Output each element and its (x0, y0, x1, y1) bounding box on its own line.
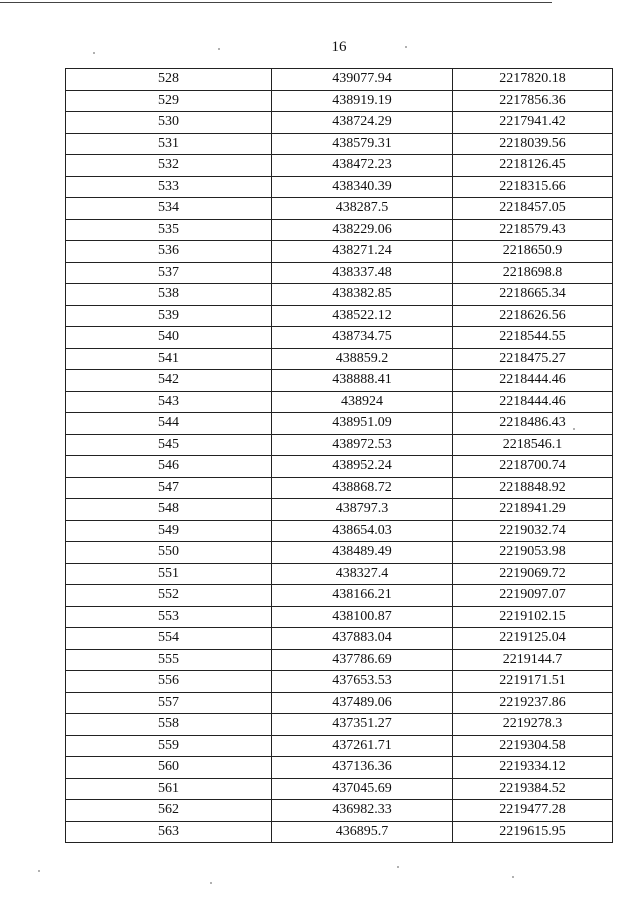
y-coordinate-cell: 2219053.98 (453, 542, 613, 564)
x-coordinate-cell: 438924 (272, 391, 453, 413)
table-row (66, 90, 613, 112)
table-row (66, 262, 613, 284)
x-coordinate-cell: 438472.23 (272, 155, 453, 177)
point-id-cell: 540 (66, 327, 272, 349)
table-row (66, 241, 613, 263)
x-coordinate-cell: 438229.06 (272, 219, 453, 241)
scan-speck (218, 48, 220, 50)
y-coordinate-cell: 2218546.1 (453, 434, 613, 456)
y-coordinate-cell: 2218457.05 (453, 198, 613, 220)
table-row (66, 198, 613, 220)
point-id-cell: 548 (66, 499, 272, 521)
x-coordinate-cell: 436982.33 (272, 800, 453, 822)
scan-speck (93, 52, 95, 54)
table-row (66, 176, 613, 198)
x-coordinate-cell: 437883.04 (272, 628, 453, 650)
y-coordinate-cell: 2217856.36 (453, 90, 613, 112)
point-id-cell: 552 (66, 585, 272, 607)
y-coordinate-cell: 2219069.72 (453, 563, 613, 585)
table-row (66, 542, 613, 564)
point-id-cell: 539 (66, 305, 272, 327)
point-id-cell: 553 (66, 606, 272, 628)
y-coordinate-cell: 2219278.3 (453, 714, 613, 736)
x-coordinate-cell: 436895.7 (272, 821, 453, 843)
y-coordinate-cell: 2218444.46 (453, 391, 613, 413)
x-coordinate-cell: 438337.48 (272, 262, 453, 284)
point-id-cell: 543 (66, 391, 272, 413)
table-row (66, 133, 613, 155)
point-id-cell: 555 (66, 649, 272, 671)
point-id-cell: 542 (66, 370, 272, 392)
y-coordinate-cell: 2218698.8 (453, 262, 613, 284)
y-coordinate-cell: 2219304.58 (453, 735, 613, 757)
x-coordinate-cell: 438489.49 (272, 542, 453, 564)
scan-speck (405, 46, 407, 48)
scan-speck (397, 866, 399, 868)
point-id-cell: 549 (66, 520, 272, 542)
point-id-cell: 529 (66, 90, 272, 112)
y-coordinate-cell: 2218315.66 (453, 176, 613, 198)
table-row (66, 327, 613, 349)
y-coordinate-cell: 2218941.29 (453, 499, 613, 521)
point-id-cell: 557 (66, 692, 272, 714)
x-coordinate-cell: 439077.94 (272, 69, 453, 91)
x-coordinate-cell: 438166.21 (272, 585, 453, 607)
x-coordinate-cell: 437136.36 (272, 757, 453, 779)
x-coordinate-cell: 438522.12 (272, 305, 453, 327)
table-row (66, 434, 613, 456)
point-id-cell: 535 (66, 219, 272, 241)
x-coordinate-cell: 438952.24 (272, 456, 453, 478)
point-id-cell: 544 (66, 413, 272, 435)
point-id-cell: 558 (66, 714, 272, 736)
x-coordinate-cell: 438340.39 (272, 176, 453, 198)
table-row (66, 456, 613, 478)
table-row (66, 735, 613, 757)
page-number: 16 (331, 39, 347, 55)
table-row (66, 155, 613, 177)
y-coordinate-cell: 2218665.34 (453, 284, 613, 306)
x-coordinate-cell: 438859.2 (272, 348, 453, 370)
x-coordinate-cell: 437786.69 (272, 649, 453, 671)
y-coordinate-cell: 2219615.95 (453, 821, 613, 843)
y-coordinate-cell: 2217941.42 (453, 112, 613, 134)
y-coordinate-cell: 2218579.43 (453, 219, 613, 241)
x-coordinate-cell: 438579.31 (272, 133, 453, 155)
y-coordinate-cell: 2219097.07 (453, 585, 613, 607)
x-coordinate-cell: 437261.71 (272, 735, 453, 757)
x-coordinate-cell: 438327.4 (272, 563, 453, 585)
table-row (66, 800, 613, 822)
y-coordinate-cell: 2219384.52 (453, 778, 613, 800)
table-row (66, 69, 613, 91)
y-coordinate-cell: 2219171.51 (453, 671, 613, 693)
point-id-cell: 551 (66, 563, 272, 585)
y-coordinate-cell: 2219144.7 (453, 649, 613, 671)
point-id-cell: 556 (66, 671, 272, 693)
table-row (66, 714, 613, 736)
x-coordinate-cell: 438868.72 (272, 477, 453, 499)
point-id-cell: 530 (66, 112, 272, 134)
table-row (66, 305, 613, 327)
y-coordinate-cell: 2218626.56 (453, 305, 613, 327)
point-id-cell: 528 (66, 69, 272, 91)
table-body (66, 69, 613, 843)
table-row (66, 778, 613, 800)
x-coordinate-cell: 438287.5 (272, 198, 453, 220)
y-coordinate-cell: 2218039.56 (453, 133, 613, 155)
table-row (66, 477, 613, 499)
point-id-cell: 533 (66, 176, 272, 198)
point-id-cell: 562 (66, 800, 272, 822)
x-coordinate-cell: 438972.53 (272, 434, 453, 456)
table-row (66, 757, 613, 779)
y-coordinate-cell: 2218444.46 (453, 370, 613, 392)
table-row (66, 628, 613, 650)
table-row (66, 671, 613, 693)
table-row (66, 520, 613, 542)
point-id-cell: 538 (66, 284, 272, 306)
point-id-cell: 563 (66, 821, 272, 843)
scan-speck (573, 428, 575, 430)
scan-speck (38, 870, 40, 872)
coordinate-table (65, 68, 613, 843)
x-coordinate-cell: 438382.85 (272, 284, 453, 306)
y-coordinate-cell: 2219125.04 (453, 628, 613, 650)
x-coordinate-cell: 438919.19 (272, 90, 453, 112)
point-id-cell: 531 (66, 133, 272, 155)
y-coordinate-cell: 2218848.92 (453, 477, 613, 499)
x-coordinate-cell: 437489.06 (272, 692, 453, 714)
y-coordinate-cell: 2219237.86 (453, 692, 613, 714)
table-row (66, 112, 613, 134)
x-coordinate-cell: 438797.3 (272, 499, 453, 521)
y-coordinate-cell: 2219032.74 (453, 520, 613, 542)
table-row (66, 606, 613, 628)
table-row (66, 348, 613, 370)
table-row (66, 219, 613, 241)
table-row (66, 563, 613, 585)
point-id-cell: 559 (66, 735, 272, 757)
scan-speck (512, 876, 514, 878)
table-row (66, 284, 613, 306)
x-coordinate-cell: 438951.09 (272, 413, 453, 435)
point-id-cell: 534 (66, 198, 272, 220)
point-id-cell: 536 (66, 241, 272, 263)
y-coordinate-cell: 2219334.12 (453, 757, 613, 779)
x-coordinate-cell: 438100.87 (272, 606, 453, 628)
top-rule (0, 2, 552, 3)
y-coordinate-cell: 2218544.55 (453, 327, 613, 349)
table-row (66, 585, 613, 607)
point-id-cell: 537 (66, 262, 272, 284)
y-coordinate-cell: 2218486.43 (453, 413, 613, 435)
table-row (66, 821, 613, 843)
y-coordinate-cell: 2219102.15 (453, 606, 613, 628)
y-coordinate-cell: 2218475.27 (453, 348, 613, 370)
table-row (66, 370, 613, 392)
point-id-cell: 547 (66, 477, 272, 499)
y-coordinate-cell: 2218650.9 (453, 241, 613, 263)
point-id-cell: 560 (66, 757, 272, 779)
x-coordinate-cell: 438734.75 (272, 327, 453, 349)
x-coordinate-cell: 438654.03 (272, 520, 453, 542)
table-row (66, 391, 613, 413)
point-id-cell: 550 (66, 542, 272, 564)
point-id-cell: 554 (66, 628, 272, 650)
y-coordinate-cell: 2218700.74 (453, 456, 613, 478)
point-id-cell: 545 (66, 434, 272, 456)
table-row (66, 649, 613, 671)
table-row (66, 413, 613, 435)
point-id-cell: 532 (66, 155, 272, 177)
y-coordinate-cell: 2217820.18 (453, 69, 613, 91)
x-coordinate-cell: 438724.29 (272, 112, 453, 134)
y-coordinate-cell: 2219477.28 (453, 800, 613, 822)
table-row (66, 692, 613, 714)
y-coordinate-cell: 2218126.45 (453, 155, 613, 177)
x-coordinate-cell: 438271.24 (272, 241, 453, 263)
x-coordinate-cell: 437045.69 (272, 778, 453, 800)
x-coordinate-cell: 438888.41 (272, 370, 453, 392)
table-row (66, 499, 613, 521)
point-id-cell: 541 (66, 348, 272, 370)
x-coordinate-cell: 437653.53 (272, 671, 453, 693)
point-id-cell: 546 (66, 456, 272, 478)
scan-speck (210, 882, 212, 884)
x-coordinate-cell: 437351.27 (272, 714, 453, 736)
point-id-cell: 561 (66, 778, 272, 800)
